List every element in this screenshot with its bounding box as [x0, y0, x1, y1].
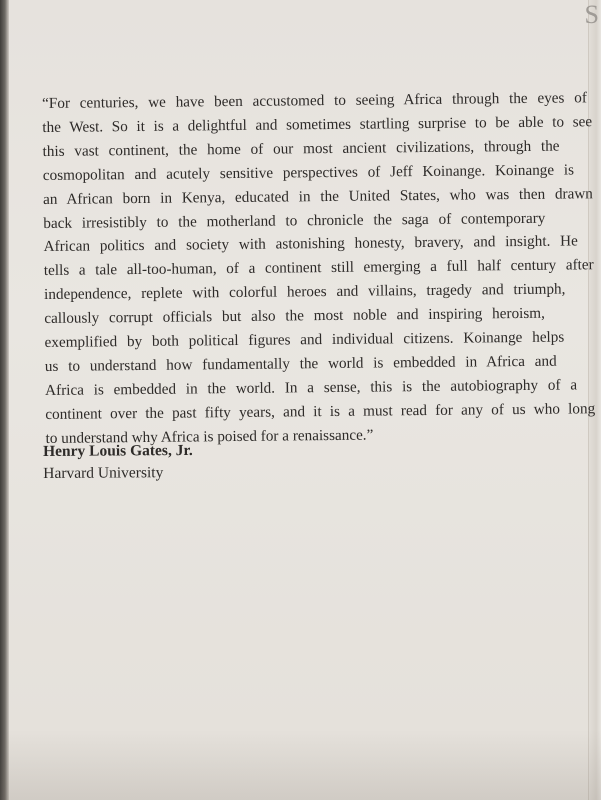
- quote-line: cosmopolitan and acutely sensitive perspectives of Jeff Koinange. Koinange is: [42, 161, 575, 184]
- quote-line: us to understand how fundamentally the world is embedded in Africa and: [44, 352, 557, 375]
- book-spine: [0, 0, 9, 800]
- quote-line: Africa is embedded in the world. In a sense, this is the autobiography of a: [45, 376, 578, 399]
- quote-line: this vast continent, the home of our most ancient civilizations, through the: [42, 137, 560, 160]
- quote-line: “For centuries, we have been accustomed to seeing Africa through the eyes of: [42, 89, 587, 112]
- facing-page-letter: S: [584, 0, 599, 29]
- quote-line: the West. So it is a delightful and sometimes startling surprise to be able to see: [42, 113, 593, 136]
- quote-line: tells a tale all-too-human, of a continent still emerging a full half century after: [43, 256, 594, 280]
- quote-line: back irresistibly to the motherland to chronicle the saga of contemporary: [43, 209, 546, 232]
- author-affiliation: Harvard University: [43, 464, 164, 482]
- quote-line: to understand why Africa is poised for a renaissance.”: [45, 426, 374, 447]
- author-name: Henry Louis Gates, Jr.: [43, 441, 193, 460]
- quote-line: independence, replete with colorful heroes and villains, tragedy and triumph,: [44, 280, 566, 304]
- quote-line: an African born in Kenya, educated in the United States, who was then drawn: [43, 184, 593, 208]
- endorsement-quote: [42, 86, 596, 450]
- quote-line: exemplified by both political figures and individual citizens. Koinange helps: [44, 328, 565, 352]
- quote-line: African politics and society with astonishing honesty, bravery, and insight. He: [43, 232, 578, 256]
- page-shadow: [0, 730, 601, 800]
- attribution: [43, 439, 343, 485]
- quote-line: callously corrupt officials but also the most noble and inspiring heroism,: [44, 304, 545, 328]
- quote-line: continent over the past fifty years, and it is a must read for any of us who long: [45, 400, 596, 423]
